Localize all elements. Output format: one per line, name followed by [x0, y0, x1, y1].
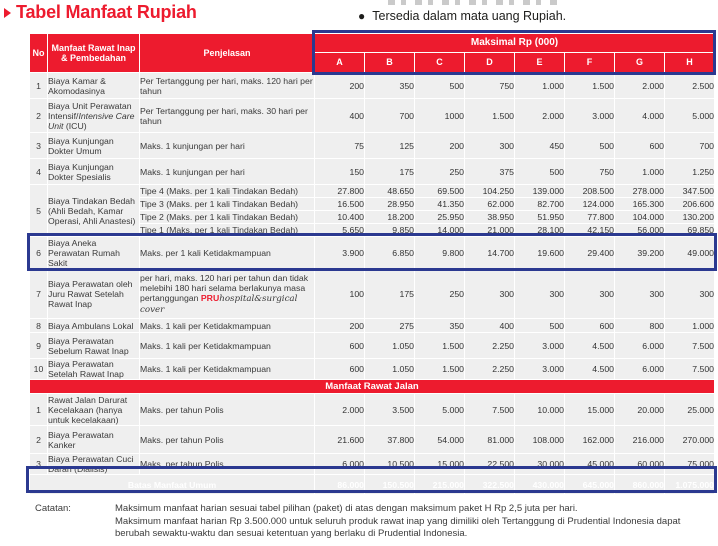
- cell-value: 25.000: [665, 394, 714, 425]
- cell-value: 19.600: [515, 237, 564, 268]
- cell-value: 1.500: [415, 333, 464, 358]
- cell-value: 56.000: [615, 224, 664, 236]
- cell-value: 25.950: [415, 211, 464, 223]
- cell-benefit: Biaya Perawatan Kanker: [48, 426, 139, 453]
- cell-benefit: Biaya Perawatan Setelah Rawat Inap: [48, 359, 139, 379]
- cell-value: 7.500: [665, 333, 714, 358]
- cell-value: 82.700: [515, 198, 564, 210]
- cell-value: 2.000: [315, 394, 364, 425]
- cell-desc: Maks. 1 kunjungan per hari: [140, 159, 314, 184]
- table-row-outpatient-1: [30, 394, 714, 425]
- cell-value: 750: [565, 159, 614, 184]
- cell-value: 300: [565, 269, 614, 318]
- cell-value: 700: [665, 133, 714, 158]
- cell-value: 500: [515, 319, 564, 332]
- cell-value: 600: [565, 319, 614, 332]
- cell-value: 15.000: [565, 394, 614, 425]
- catatan-label: Catatan:: [35, 503, 71, 514]
- cell-batas-value: 215.000: [415, 475, 464, 494]
- header-plan-d: D: [465, 53, 514, 72]
- cell-value: 3.000: [515, 333, 564, 358]
- cell-value: 29.400: [565, 237, 614, 268]
- cell-value: 270.000: [665, 426, 714, 453]
- cell-value: 175: [365, 269, 414, 318]
- catatan-block: [35, 503, 715, 541]
- cell-value: 14.000: [415, 224, 464, 236]
- table-row-inpatient-10: [30, 359, 714, 379]
- table-row-inpatient-2: [30, 99, 714, 132]
- cell-value: 28.100: [515, 224, 564, 236]
- cell-batas-value: 86.000: [315, 475, 364, 494]
- cell-value: 4.500: [565, 359, 614, 379]
- cell-value: 38.950: [465, 211, 514, 223]
- cell-desc: Maks. per tahun Polis: [140, 394, 314, 425]
- cell-benefit: Biaya Perawatan Sebelum Rawat Inap: [48, 333, 139, 358]
- cell-value: 2.000: [515, 99, 564, 132]
- cell-value: 60.000: [615, 454, 664, 474]
- arrow-icon: [4, 8, 11, 18]
- benefit-table: [29, 33, 715, 495]
- cell-value: 1.050: [365, 359, 414, 379]
- catatan-notes: [115, 503, 715, 541]
- cell-value: 1.500: [565, 73, 614, 98]
- cell-value: 69.850: [665, 224, 714, 236]
- cell-value: 42.150: [565, 224, 614, 236]
- cell-value: 4.000: [615, 99, 664, 132]
- cell-value: 1.000: [515, 73, 564, 98]
- cell-value: 100: [315, 269, 364, 318]
- cell-value: 49.000: [665, 237, 714, 268]
- cell-value: 300: [515, 269, 564, 318]
- cell-value: 800: [615, 319, 664, 332]
- cell-desc: Maks. 1 kali per Ketidakmampuan: [140, 359, 314, 379]
- cell-value: 300: [665, 269, 714, 318]
- cell-desc: Per Tertanggung per hari, maks. 30 hari per tahun: [140, 99, 314, 132]
- cell-no: 4: [30, 159, 47, 184]
- cell-value: 375: [465, 159, 514, 184]
- cell-batas-value: 322.500: [465, 475, 514, 494]
- header-no: No: [30, 34, 47, 72]
- cell-value: 1.000: [615, 159, 664, 184]
- header-desc: Penjelasan: [140, 34, 314, 72]
- cell-value: 5.650: [315, 224, 364, 236]
- header-plan-g: G: [615, 53, 664, 72]
- cell-value: 130.200: [665, 211, 714, 223]
- catatan-note: Maksimum manfaat harian Rp 3.500.000 untuk seluruh produk rawat inap yang dimiliki oleh Tertanggung di Prudential Indonesia dapat berubah sewaktu-waktu dan sesuai ketentuan yang berlaku di Prudential Indonesia.: [115, 515, 681, 539]
- cell-value: 1.000: [665, 319, 714, 332]
- cell-value: 1.500: [415, 359, 464, 379]
- cell-no: 5: [30, 185, 47, 236]
- cell-benefit: Biaya Perawatan oleh Juru Rawat Setelah Rawat Inap: [48, 269, 139, 318]
- cell-value: 4.500: [565, 333, 614, 358]
- cell-value: 10.500: [365, 454, 414, 474]
- cell-value: 45.000: [565, 454, 614, 474]
- cell-value: 2.500: [665, 73, 714, 98]
- header-plan-b: B: [365, 53, 414, 72]
- cell-no: 2: [30, 426, 47, 453]
- cell-desc: Maks. per tahun Polis: [140, 426, 314, 453]
- cell-batas-value: 860.000: [615, 475, 664, 494]
- cell-value: 500: [415, 73, 464, 98]
- cell-value: 9.850: [365, 224, 414, 236]
- cell-value: 10.000: [515, 394, 564, 425]
- cell-value: 16.500: [315, 198, 364, 210]
- cell-value: 1.250: [665, 159, 714, 184]
- cell-no: 2: [30, 99, 47, 132]
- cell-benefit: Rawat Jalan Darurat Kecelakaan (hanya untuk kecelakaan): [48, 394, 139, 425]
- cell-value: 10.400: [315, 211, 364, 223]
- cell-value: 175: [365, 159, 414, 184]
- cell-value: 1.500: [465, 99, 514, 132]
- cell-value: 2.000: [615, 73, 664, 98]
- cell-value: 125: [365, 133, 414, 158]
- cell-value: 206.600: [665, 198, 714, 210]
- cell-desc: Maks. 1 kali per Ketidakmampuan: [140, 333, 314, 358]
- cell-value: 75: [315, 133, 364, 158]
- bullet-note-text: Tersedia dalam mata uang Rupiah.: [372, 9, 567, 23]
- cell-value: 3.900: [315, 237, 364, 268]
- cell-value: 3.500: [365, 394, 414, 425]
- cell-benefit: Biaya Unit Perawatan Intensif/Intensive Care Unit (ICU): [48, 99, 139, 132]
- cell-value: 600: [315, 359, 364, 379]
- cell-value: 6.000: [315, 454, 364, 474]
- cell-value: 5.000: [665, 99, 714, 132]
- table-row-inpatient-6: [30, 237, 714, 268]
- cell-benefit: Biaya Tindakan Bedah (Ahli Bedah, Kamar Operasi, Ahli Anastesi): [48, 185, 139, 236]
- cell-value: 278.000: [615, 185, 664, 197]
- cell-benefit: Biaya Kunjungan Dokter Umum: [48, 133, 139, 158]
- cell-value: 500: [565, 133, 614, 158]
- cell-value: 77.800: [565, 211, 614, 223]
- header-plan-h: H: [665, 53, 714, 72]
- cell-value: 18.200: [365, 211, 414, 223]
- cell-value: 21.600: [315, 426, 364, 453]
- cell-value: 20.000: [615, 394, 664, 425]
- cell-desc: Maks. per tahun Polis: [140, 454, 314, 474]
- cell-value: 104.000: [615, 211, 664, 223]
- cell-batas-value: 150.500: [365, 475, 414, 494]
- cell-value: 250: [415, 159, 464, 184]
- cell-no: 3: [30, 454, 47, 474]
- cell-no: 7: [30, 269, 47, 318]
- cell-value: 300: [465, 269, 514, 318]
- cell-value: 30.000: [515, 454, 564, 474]
- cell-no: 6: [30, 237, 47, 268]
- cell-value: 6.000: [615, 333, 664, 358]
- cell-no: 9: [30, 333, 47, 358]
- cell-value: 216.000: [615, 426, 664, 453]
- cell-desc: Maks. 1 kali per Ketidakmampuan: [140, 319, 314, 332]
- cell-desc: Maks. per 1 kali Ketidakmampuan: [140, 237, 314, 268]
- cell-value: 165.300: [615, 198, 664, 210]
- header-plan-f: F: [565, 53, 614, 72]
- cell-value: 600: [315, 333, 364, 358]
- cell-desc: Tipe 2 (Maks. per 1 kali Tindakan Bedah): [140, 211, 314, 223]
- cell-value: 3.000: [565, 99, 614, 132]
- cell-value: 7.500: [665, 359, 714, 379]
- cell-value: 162.000: [565, 426, 614, 453]
- table-row-inpatient-9: [30, 333, 714, 358]
- table-row-inpatient-4: [30, 159, 714, 184]
- cell-value: 39.200: [615, 237, 664, 268]
- header-plan-e: E: [515, 53, 564, 72]
- table-row-inpatient-1: [30, 73, 714, 98]
- batas-label: Batas Manfaat Umum: [30, 475, 314, 494]
- cell-value: 208.500: [565, 185, 614, 197]
- table-row-inpatient-5a: [30, 185, 714, 197]
- cell-value: 81.000: [465, 426, 514, 453]
- cell-value: 347.500: [665, 185, 714, 197]
- catatan-note: Maksimum manfaat harian sesuai tabel pilihan (paket) di atas dengan maksimum paket H Rp 2,5 juta per hari.: [115, 503, 578, 514]
- cell-value: 7.500: [465, 394, 514, 425]
- table-row-inpatient-8: [30, 319, 714, 332]
- cell-value: 22.500: [465, 454, 514, 474]
- cell-value: 27.800: [315, 185, 364, 197]
- header-plan-a: A: [315, 53, 364, 72]
- cell-value: 400: [465, 319, 514, 332]
- cell-benefit: Biaya Aneka Perawatan Rumah Sakit: [48, 237, 139, 268]
- cell-value: 15.000: [415, 454, 464, 474]
- cell-value: 124.000: [565, 198, 614, 210]
- table-row-outpatient-2: [30, 426, 714, 453]
- cell-value: 300: [465, 133, 514, 158]
- section-bar-label: Manfaat Rawat Jalan: [30, 380, 714, 393]
- cell-batas-value: 430.000: [515, 475, 564, 494]
- cell-batas-value: 645.000: [565, 475, 614, 494]
- table-row-inpatient-7: [30, 269, 714, 318]
- cell-value: 300: [615, 269, 664, 318]
- cell-value: 41.350: [415, 198, 464, 210]
- header-plan-c: C: [415, 53, 464, 72]
- cell-value: 350: [415, 319, 464, 332]
- table-row-inpatient-3: [30, 133, 714, 158]
- cell-value: 48.650: [365, 185, 414, 197]
- cell-value: 450: [515, 133, 564, 158]
- cell-batas-value: 1.075.000: [665, 475, 714, 494]
- cell-value: 54.000: [415, 426, 464, 453]
- cell-value: 37.800: [365, 426, 414, 453]
- cell-value: 350: [365, 73, 414, 98]
- cell-value: 150: [315, 159, 364, 184]
- cell-benefit: Biaya Kamar & Akomodasinya: [48, 73, 139, 98]
- cell-value: 104.250: [465, 185, 514, 197]
- cell-value: 1000: [415, 99, 464, 132]
- cell-value: 69.500: [415, 185, 464, 197]
- cell-value: 139.000: [515, 185, 564, 197]
- section-bar-rawat-jalan: [30, 380, 714, 393]
- cell-value: 500: [515, 159, 564, 184]
- cell-no: 8: [30, 319, 47, 332]
- cell-value: 200: [315, 319, 364, 332]
- cell-value: 6.850: [365, 237, 414, 268]
- table-row-outpatient-3: [30, 454, 714, 474]
- cell-value: 1.050: [365, 333, 414, 358]
- cell-desc: Tipe 4 (Maks. per 1 kali Tindakan Bedah): [140, 185, 314, 197]
- cell-value: 250: [415, 269, 464, 318]
- cell-no: 1: [30, 73, 47, 98]
- cell-benefit: Biaya Perawatan Cuci Darah (Dialisis): [48, 454, 139, 474]
- cell-value: 5.000: [415, 394, 464, 425]
- currency-bullet-note: [358, 9, 566, 24]
- cell-no: 10: [30, 359, 47, 379]
- cell-value: 108.000: [515, 426, 564, 453]
- cell-value: 14.700: [465, 237, 514, 268]
- cell-value: 200: [315, 73, 364, 98]
- header-row-group: [30, 34, 714, 52]
- page-title-row: [4, 2, 197, 23]
- cell-value: 700: [365, 99, 414, 132]
- cell-value: 51.950: [515, 211, 564, 223]
- cell-value: 28.950: [365, 198, 414, 210]
- cell-value: 9.800: [415, 237, 464, 268]
- cell-value: 75.000: [665, 454, 714, 474]
- cell-value: 275: [365, 319, 414, 332]
- cell-no: 3: [30, 133, 47, 158]
- cell-no: 1: [30, 394, 47, 425]
- cell-value: 600: [615, 133, 664, 158]
- header-benefit: Manfaat Rawat Inap & Pembedahan: [48, 34, 139, 72]
- header-maksimal-group: Maksimal Rp (000): [315, 34, 714, 52]
- cell-benefit: Biaya Kunjungan Dokter Spesialis: [48, 159, 139, 184]
- cell-value: 750: [465, 73, 514, 98]
- cell-value: 6.000: [615, 359, 664, 379]
- cell-value: 2.250: [465, 359, 514, 379]
- cell-value: 21.000: [465, 224, 514, 236]
- cell-desc: Tipe 3 (Maks. per 1 kali Tindakan Bedah): [140, 198, 314, 210]
- cell-value: 3.000: [515, 359, 564, 379]
- cell-desc: Tipe 1 (Maks. per 1 kali Tindakan Bedah): [140, 224, 314, 236]
- cell-desc: Per Tertanggung per hari, maks. 120 hari per tahun: [140, 73, 314, 98]
- clipped-text-fragment: [388, 0, 563, 5]
- cell-value: 2.250: [465, 333, 514, 358]
- page-title: Tabel Manfaat Rupiah: [16, 2, 197, 22]
- cell-value: 200: [415, 133, 464, 158]
- cell-value: 62.000: [465, 198, 514, 210]
- cell-desc: per hari, maks. 120 hari per tahun dan tidak melebihi 180 hari selama berlakunya masa pertanggungan PRUhospital&surgical cover: [140, 269, 314, 318]
- cell-desc: Maks. 1 kunjungan per hari: [140, 133, 314, 158]
- table-row-batas-manfaat-umum: [30, 475, 714, 494]
- bullet-icon: ●: [358, 9, 366, 23]
- cell-value: 400: [315, 99, 364, 132]
- cell-benefit: Biaya Ambulans Lokal: [48, 319, 139, 332]
